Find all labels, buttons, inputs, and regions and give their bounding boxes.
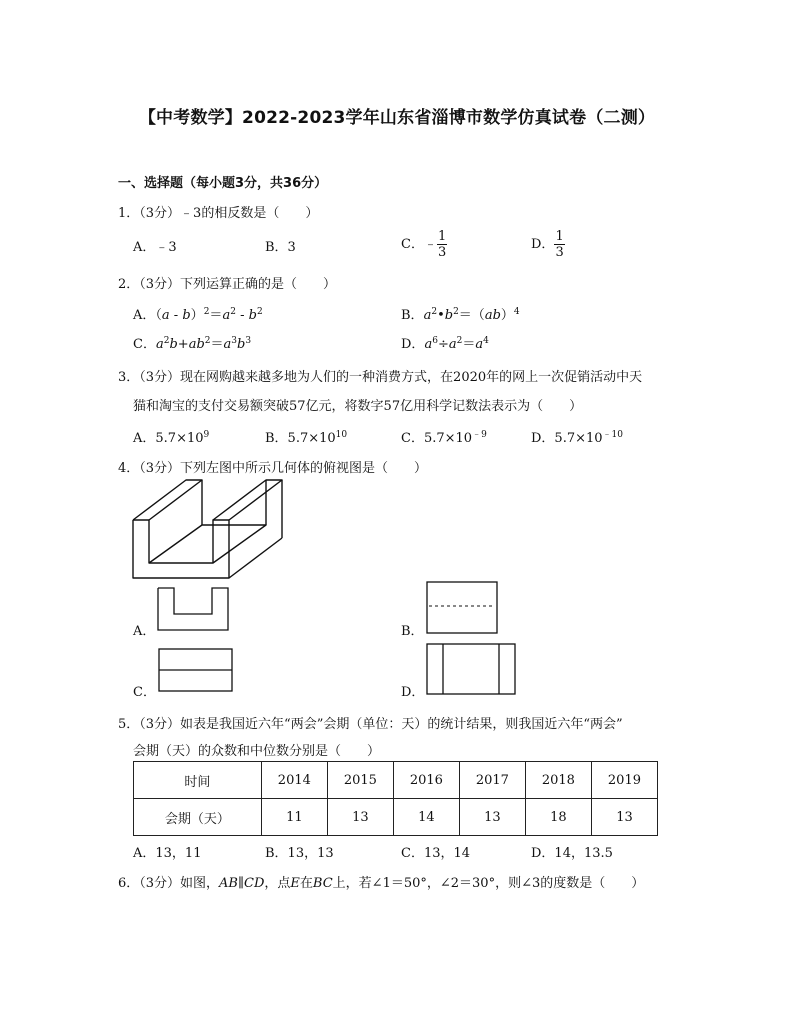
q4-option-b-label[interactable]: B． xyxy=(401,624,424,639)
q1-option-d-fraction: $\frac{1}{3}$ xyxy=(555,229,564,260)
table-cell: 2017 xyxy=(459,762,525,799)
q2-option-a[interactable]: A．$(a - b)^2=a^2 - b^2$ xyxy=(133,307,263,323)
table-cell: 2015 xyxy=(327,762,393,799)
q4-option-a-label[interactable]: A． xyxy=(133,624,156,639)
q1-option-a[interactable]: A．﹣3 xyxy=(133,240,177,255)
q1-option-c-fraction: $\frac{1}{3}$ xyxy=(437,229,447,260)
q2-option-c[interactable]: C．$a^2b+ab^2=a^3b^3$ xyxy=(133,336,252,352)
table-cell: 18 xyxy=(525,799,591,836)
table-cell: 14 xyxy=(393,799,459,836)
q1-option-c-label: C． xyxy=(401,237,424,252)
table-cell: 2016 xyxy=(393,762,459,799)
table-cell: 会期（天） xyxy=(134,799,262,836)
q4-option-c-label[interactable]: C． xyxy=(133,685,156,700)
q4-option-d-label[interactable]: D． xyxy=(401,685,425,700)
q3-stem-line2: 猫和淘宝的支付交易额突破57亿元，将数字57亿用科学记数法表示为（ ） xyxy=(133,399,583,414)
table-cell: 11 xyxy=(261,799,327,836)
q3-option-b[interactable]: B．$5.7\times 10^{10}$ xyxy=(265,430,348,446)
table-row xyxy=(134,799,658,836)
q4-stem: 4．（3分）下列左图中所示几何体的俯视图是（ ） xyxy=(118,461,428,476)
q3-stem-line1: 3．（3分）现在网购越来越多地为人们的一种消费方式，在2020年的网上一次促销活动中天 xyxy=(118,370,643,385)
table-cell: 2019 xyxy=(591,762,657,799)
table-cell: 2018 xyxy=(525,762,591,799)
q5-option-a[interactable]: A．13，11 xyxy=(133,846,202,861)
q6-stem: 6．（3分）如图，AB∥CD，点E在BC上，若∠1＝50°，∠2＝30°，则∠3的度数是（ ） xyxy=(118,876,645,891)
q2-option-d[interactable]: D．$a^6\div a^2=a^4$ xyxy=(401,336,489,352)
table-cell: 13 xyxy=(459,799,525,836)
q1-option-b[interactable]: B．3 xyxy=(265,240,296,255)
table-cell: 13 xyxy=(327,799,393,836)
q1-stem: 1．（3分）﹣3的相反数是（ ） xyxy=(118,206,319,221)
table-cell: 时间 xyxy=(134,762,262,799)
q5-option-b[interactable]: B．13，13 xyxy=(265,846,334,861)
q2-option-b[interactable]: B．$a^2•b^2=(ab)^4$ xyxy=(401,307,520,323)
table-row xyxy=(134,762,658,799)
q5-stem-line2: 会期（天）的众数和中位数分别是（ ） xyxy=(133,744,381,759)
q1-option-d-label: D． xyxy=(531,237,555,252)
page-title: 【中考数学】2022-2023学年山东省淄博市数学仿真试卷（二测） xyxy=(138,108,656,128)
q3-option-d[interactable]: D．$5.7\times 10^{﹣10}$ xyxy=(531,430,623,446)
q5-stats-table xyxy=(133,761,658,836)
q5-stem-line1: 5．（3分）如表是我国近六年“两会”会期（单位：天）的统计结果，则我国近六年“两会” xyxy=(118,717,623,732)
table-cell: 2014 xyxy=(261,762,327,799)
section-heading: 一、选择题（每小题3分，共36分） xyxy=(118,176,328,191)
q1-option-c-sign: ﹣ xyxy=(423,237,437,252)
q2-stem: 2．（3分）下列运算正确的是（ ） xyxy=(118,277,337,292)
q3-option-a[interactable]: A．$5.7\times 10^9$ xyxy=(133,430,210,446)
q5-option-c[interactable]: C．13，14 xyxy=(401,846,471,861)
q5-option-d[interactable]: D．14，13.5 xyxy=(531,846,613,861)
q3-option-c[interactable]: C．$5.7\times 10^{﹣9}$ xyxy=(401,430,487,446)
table-cell: 13 xyxy=(591,799,657,836)
